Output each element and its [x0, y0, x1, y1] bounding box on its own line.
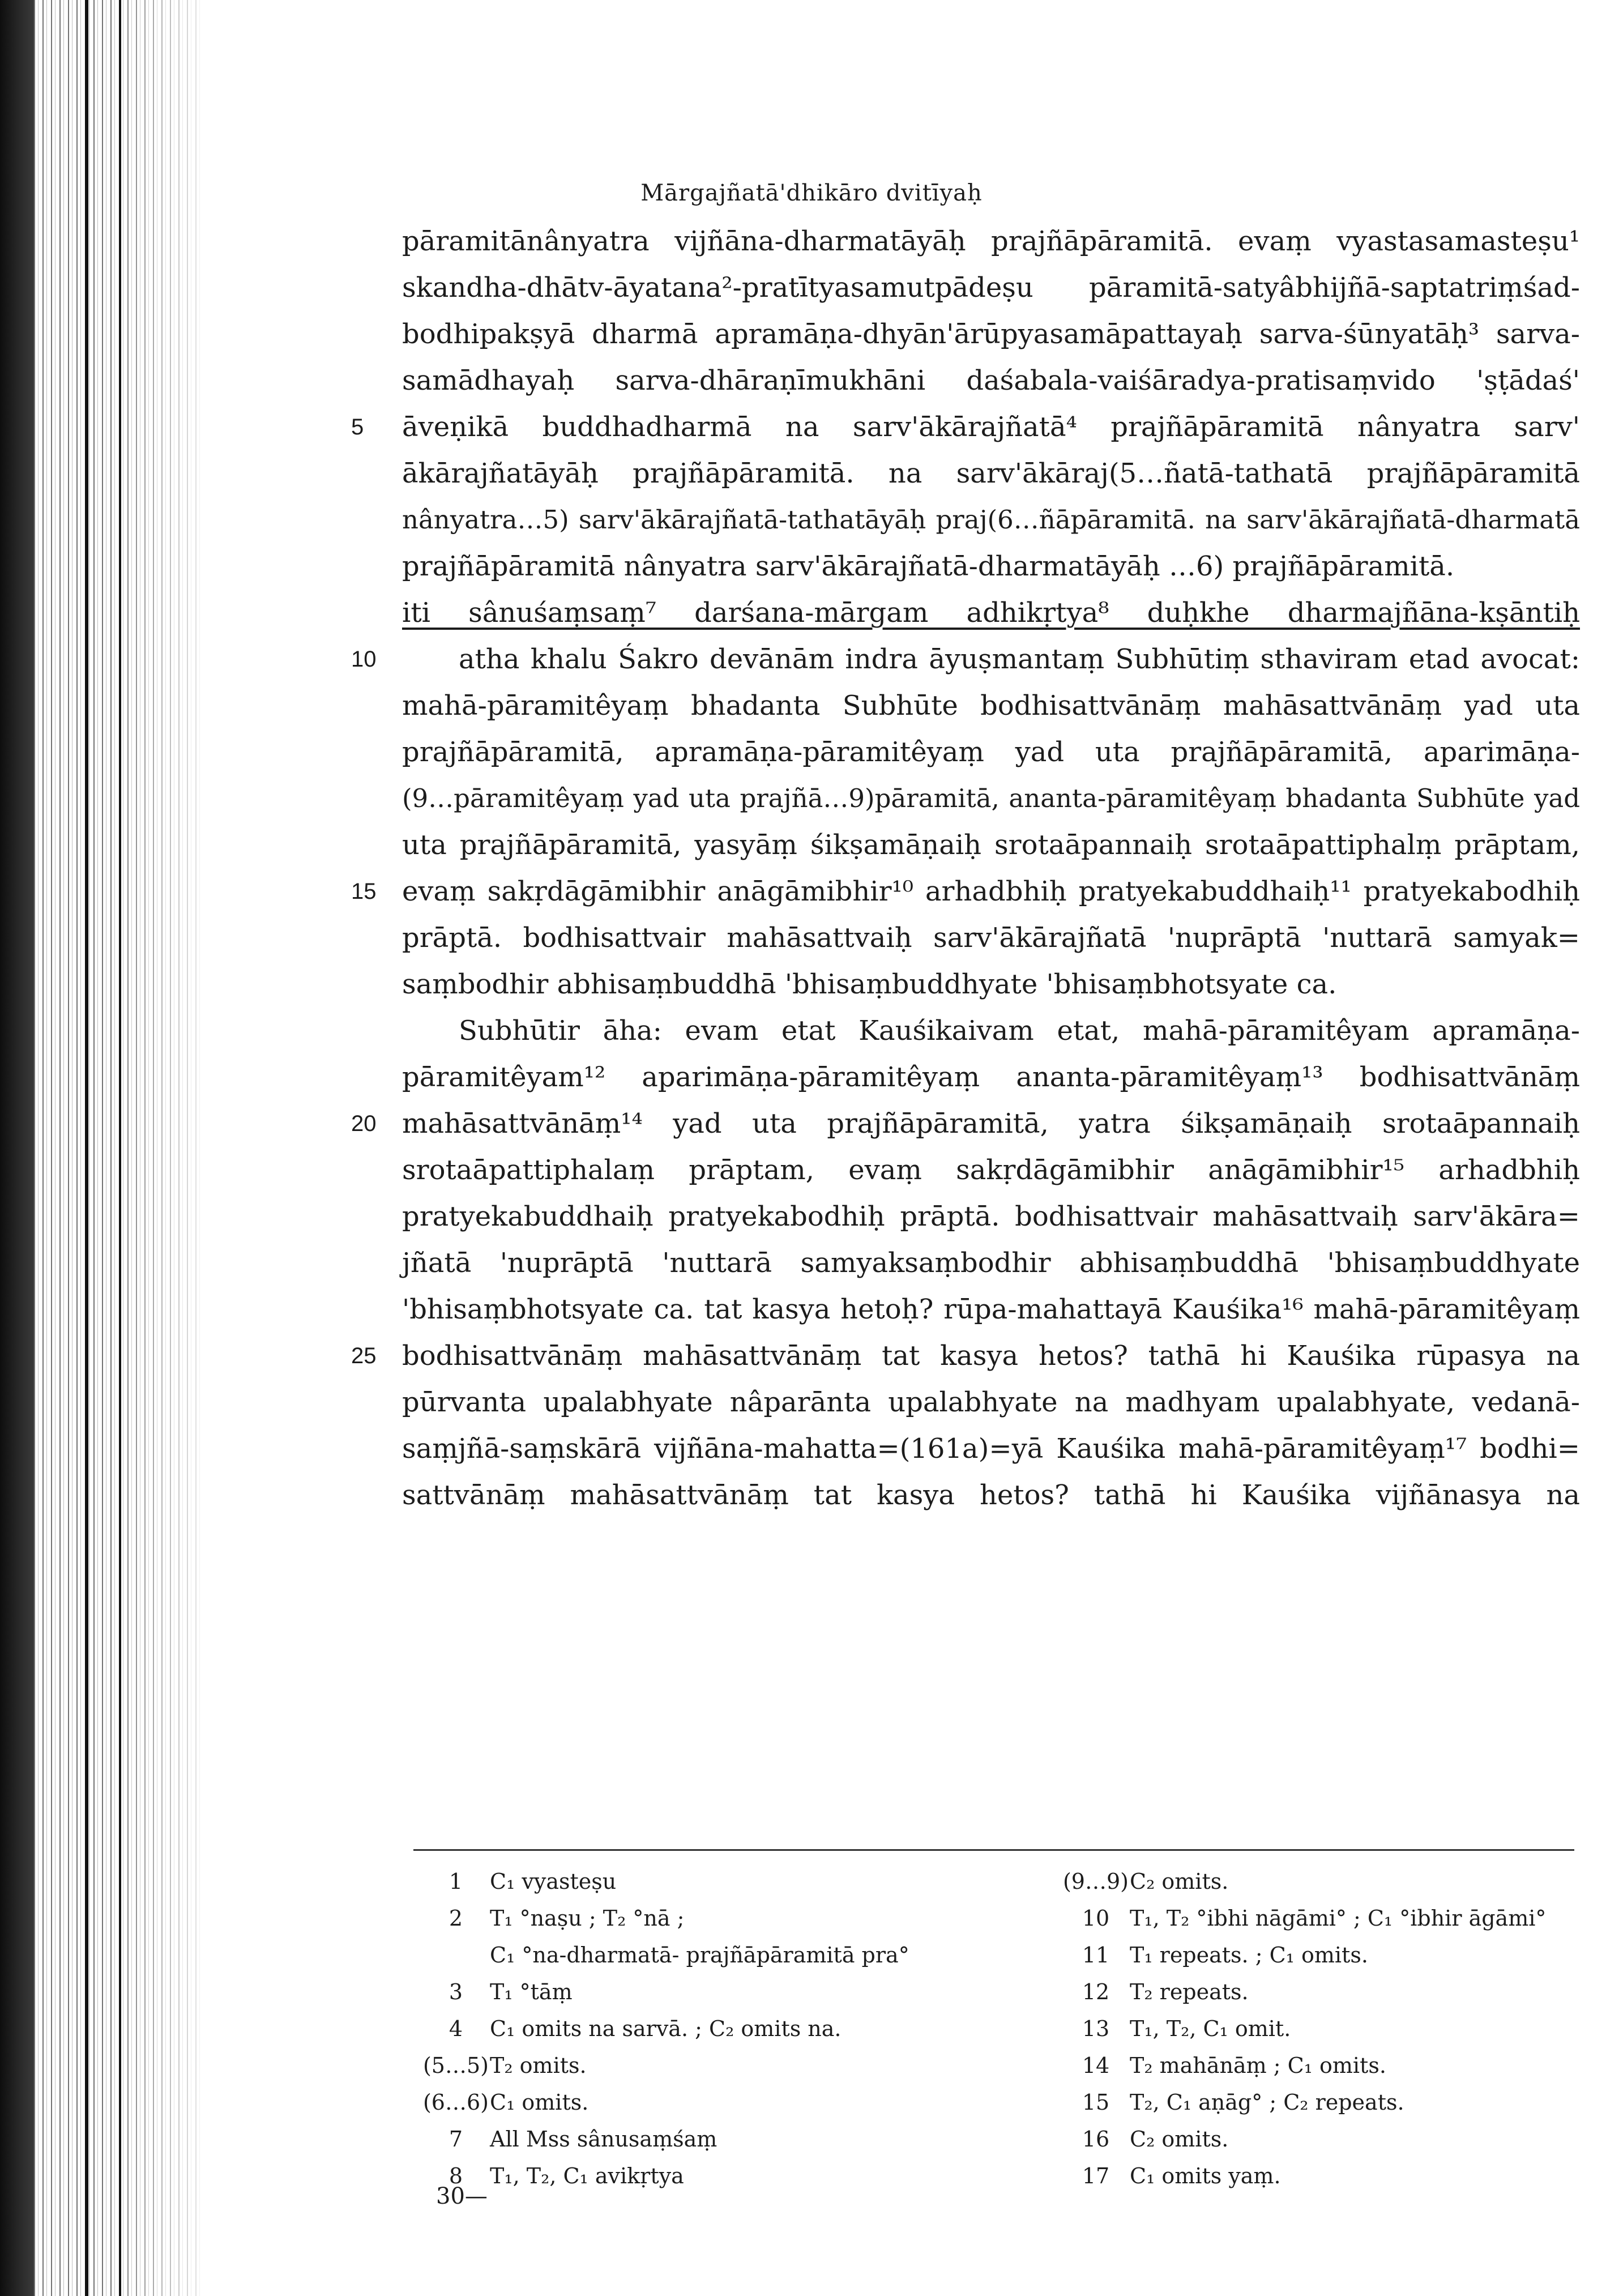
book-spine: [0, 0, 204, 2296]
footnote-number: (6…6): [422, 2090, 489, 2115]
spine-rule: [119, 0, 121, 2296]
line-text: prāptā. bodhisattvair mahāsattvaiḥ sarv'ākārajñatā 'nuprāptā 'nuttarā samyak=: [402, 922, 1580, 954]
text-line: [402, 915, 1580, 961]
footnote-text: T₂, C₁ aṇāg° ; C₂ repeats.: [1130, 2090, 1404, 2115]
footnote-text: T₁ °naṣu ; T₂ °nā ;: [490, 1906, 685, 1931]
footnote-number: 15: [1082, 2090, 1110, 2115]
line-text: saṃjñā-saṃskārā vijñāna-mahatta=(161a)=yā Kauśika mahā-pāramitêyaṃ¹⁷ bodhi=: [402, 1433, 1580, 1465]
text-line: [402, 1054, 1580, 1100]
text-line: [351, 1100, 1580, 1147]
text-line: [402, 543, 1580, 590]
line-text: bodhipakṣyā dharmā apramāṇa-dhyān'ārūpyasamāpattayaḥ sarva-śūnyatāḥ³ sarva-: [402, 318, 1580, 350]
line-text: nânyatra…5) sarv'ākārajñatā-tathatāyāḥ praj(6…ñāpāramitā. na sarv'ākārajñatā-dharmatā: [402, 505, 1580, 535]
footnote-number: 2: [449, 1906, 463, 1931]
line-text: āveṇikā buddhadharmā na sarv'ākārajñatā⁴ prajñāpāramitā nânyatra sarv': [402, 411, 1580, 443]
text-line: [402, 218, 1580, 264]
footnote-text: T₂ omits.: [490, 2053, 587, 2078]
footnote-text: T₁ repeats. ; C₁ omits.: [1130, 1943, 1368, 1968]
line-number: 20: [351, 1111, 377, 1136]
line-text: mahāsattvānāṃ¹⁴ yad uta prajñāpāramitā, yatra śikṣamāṇaiḥ srotaāpannaiḥ: [402, 1108, 1580, 1140]
line-text: saṃbodhir abhisaṃbuddhā 'bhisaṃbuddhyate 'bhisaṃbhotsyate ca.: [402, 968, 1337, 1000]
footnote-text: T₁, T₂, C₁ omit.: [1130, 2016, 1291, 2041]
text-line: [402, 357, 1580, 404]
footnote-number: (5…5): [422, 2053, 489, 2078]
line-text: jñatā 'nuprāptā 'nuttarā samyaksaṃbodhir abhisaṃbuddhā 'bhisaṃbuddhyate: [402, 1247, 1580, 1279]
text-line: [402, 729, 1580, 775]
footnote-text: T₁, T₂, C₁ avikṛtya: [490, 2163, 684, 2188]
footnote: [422, 2084, 1045, 2121]
footnote: [422, 2158, 1045, 2195]
line-text: pūrvanta upalabhyate nâparānta upalabhyate na madhyam upalabhyate, vedanā-: [402, 1386, 1580, 1418]
footnote: [422, 1974, 1045, 2011]
footnote: [1062, 1863, 1600, 1900]
footnote-text: C₁ °na-dharmatā- prajñāpāramitā pra°: [490, 1943, 909, 1968]
footnotes-right: [1062, 1863, 1600, 2195]
footnote-continuation: [422, 1937, 1045, 1974]
footnote-text: All Mss sânusaṃśaṃ: [490, 2127, 717, 2152]
line-text: ākārajñatāyāḥ prajñāpāramitā. na sarv'ākāraj(5…ñatā-tathatā prajñāpāramitā: [402, 458, 1580, 489]
line-text: samādhayaḥ sarva-dhāraṇīmukhāni daśabala-vaiśāradya-pratisaṃvido 'ṣṭādaś': [402, 365, 1580, 396]
footnote: [422, 2121, 1045, 2158]
footnote: [1062, 2084, 1600, 2121]
footnote-text: C₂ omits.: [1130, 2127, 1229, 2152]
footnote-text: C₁ omits na sarvā. ; C₂ omits na.: [490, 2016, 842, 2041]
line-text: srotaāpattiphalaṃ prāptam, evaṃ sakṛdāgāmibhir anāgāmibhir¹⁵ arhadbhiḥ: [402, 1154, 1580, 1186]
footnote-number: 4: [449, 2016, 463, 2041]
text-line: [402, 264, 1580, 311]
text-line: [402, 1147, 1580, 1193]
footnote-divider: [413, 1849, 1574, 1851]
footnote-number: 11: [1082, 1943, 1110, 1968]
line-text: iti sânuśaṃsaṃ⁷ darśana-mārgam adhikṛtya⁸ duḥkhe dharmajñāna-kṣāntiḥ: [402, 597, 1580, 629]
footnote-number: 14: [1082, 2053, 1110, 2078]
line-text: pāramitêyam¹² aparimāṇa-pāramitêyaṃ ananta-pāramitêyaṃ¹³ bodhisattvānāṃ: [402, 1061, 1580, 1093]
text-line: [351, 636, 1580, 682]
footnote: [1062, 2047, 1600, 2084]
line-text: pāramitānânyatra vijñāna-dharmatāyāḥ prajñāpāramitā. evaṃ vyastasamasteṣu¹: [402, 225, 1580, 257]
line-text: pratyekabuddhaiḥ pratyekabodhiḥ prāptā. bodhisattvair mahāsattvaiḥ sarv'ākāra=: [402, 1201, 1580, 1232]
footnote-number: 3: [449, 1979, 463, 2004]
footnote-text: C₁ omits.: [490, 2090, 589, 2115]
footnote-text: C₁ vyasteṣu: [490, 1869, 617, 1894]
line-text: sattvānāṃ mahāsattvānāṃ tat kasya hetos? tathā hi Kauśika vijñānasya na: [402, 1479, 1580, 1511]
main-text: [351, 218, 1580, 1518]
line-text: uta prajñāpāramitā, yasyāṃ śikṣamāṇaiḥ srotaāpannaiḥ srotaāpattiphalṃ prāptam,: [402, 829, 1580, 861]
footnote-text: C₁ omits yaṃ.: [1130, 2163, 1281, 2188]
footnote: [422, 1900, 1045, 1937]
spine-rule: [85, 0, 88, 2296]
footnote-number: 1: [449, 1869, 463, 1894]
footnote-text: T₁, T₂ °ibhi nāgāmi° ; C₁ °ibhir āgāmi°: [1130, 1906, 1547, 1931]
footnote: [422, 2011, 1045, 2047]
footnote-number: 8: [449, 2163, 463, 2188]
text-line: [402, 1008, 1580, 1054]
page-number: 30—: [436, 2183, 488, 2209]
text-line: [402, 775, 1580, 822]
text-line: [351, 868, 1580, 915]
footnote: [422, 2047, 1045, 2084]
text-line: [402, 1426, 1580, 1472]
text-line: [351, 404, 1580, 450]
line-text: skandha-dhātv-āyatana²-pratītyasamutpādeṣu pāramitā-satyâbhijñā-saptatriṃśad-: [402, 272, 1580, 304]
text-line-underlined: [402, 590, 1580, 636]
text-line: [402, 1379, 1580, 1426]
line-text: bodhisattvānāṃ mahāsattvānāṃ tat kasya hetos? tathā hi Kauśika rūpasya na: [402, 1340, 1580, 1372]
line-text: mahā-pāramitêyaṃ bhadanta Subhūte bodhisattvānāṃ mahāsattvānāṃ yad uta: [402, 690, 1580, 722]
footnote: [1062, 2121, 1600, 2158]
footnote: [1062, 1937, 1600, 1974]
text-line: [402, 1286, 1580, 1333]
text-line: [402, 450, 1580, 497]
line-text: evaṃ sakṛdāgāmibhir anāgāmibhir¹⁰ arhadbhiḥ pratyekabuddhaiḥ¹¹ pratyekabodhiḥ: [402, 876, 1580, 907]
line-number: 10: [351, 647, 377, 672]
footnote-number: 10: [1082, 1906, 1110, 1931]
line-text: prajñāpāramitā nânyatra sarv'ākārajñatā-dharmatāyāḥ …6) prajñāpāramitā.: [402, 550, 1455, 582]
text-line: [402, 1240, 1580, 1286]
footnote-text: T₂ mahānāṃ ; C₁ omits.: [1130, 2053, 1386, 2078]
text-line: [402, 682, 1580, 729]
line-number: 15: [351, 879, 377, 904]
line-text: (9…pāramitêyaṃ yad uta prajñā…9)pāramitā, ananta-pāramitêyaṃ bhadanta Subhūte yad: [402, 783, 1580, 813]
line-text: Subhūtir āha: evam etat Kauśikaivam etat, mahā-pāramitêyam apramāṇa-: [459, 1015, 1580, 1047]
footnote-text: T₁ °tāṃ: [490, 1979, 573, 2004]
footnote-text: T₂ repeats.: [1130, 1979, 1249, 2004]
footnote-text: C₂ omits.: [1130, 1869, 1229, 1894]
line-number: 5: [351, 415, 364, 439]
text-line: [402, 311, 1580, 357]
running-header: Mārgajñatā'dhikāro dvitīyaḥ: [640, 180, 983, 206]
footnote-number: 17: [1082, 2163, 1110, 2188]
footnote-number: 7: [449, 2127, 463, 2152]
line-text: 'bhisaṃbhotsyate ca. tat kasya hetoḥ? rūpa-mahattayā Kauśika¹⁶ mahā-pāramitêyaṃ: [402, 1294, 1580, 1325]
line-text: prajñāpāramitā, apramāṇa-pāramitêyaṃ yad uta prajñāpāramitā, aparimāṇa-: [402, 736, 1580, 768]
text-line: [402, 961, 1580, 1008]
footnote: [1062, 1974, 1600, 2011]
footnote: [1062, 2158, 1600, 2195]
footnote-number: 13: [1082, 2016, 1110, 2041]
footnote-number: 12: [1082, 1979, 1110, 2004]
footnote-number: 16: [1082, 2127, 1110, 2152]
footnotes-left: [422, 1863, 1045, 2195]
text-line: [351, 1333, 1580, 1379]
text-line: [402, 822, 1580, 868]
spine-shadow: [0, 0, 34, 2296]
footnote: [1062, 2011, 1600, 2047]
text-line: [402, 1193, 1580, 1240]
line-text: atha khalu Śakro devānām indra āyuṣmantaṃ Subhūtiṃ sthaviram etad avocat:: [459, 643, 1580, 675]
footnote-number: (9…9): [1062, 1869, 1129, 1894]
text-line: [402, 1472, 1580, 1518]
text-line: [402, 497, 1580, 543]
line-number: 25: [351, 1343, 377, 1368]
footnote: [422, 1863, 1045, 1900]
footnote: [1062, 1900, 1600, 1937]
